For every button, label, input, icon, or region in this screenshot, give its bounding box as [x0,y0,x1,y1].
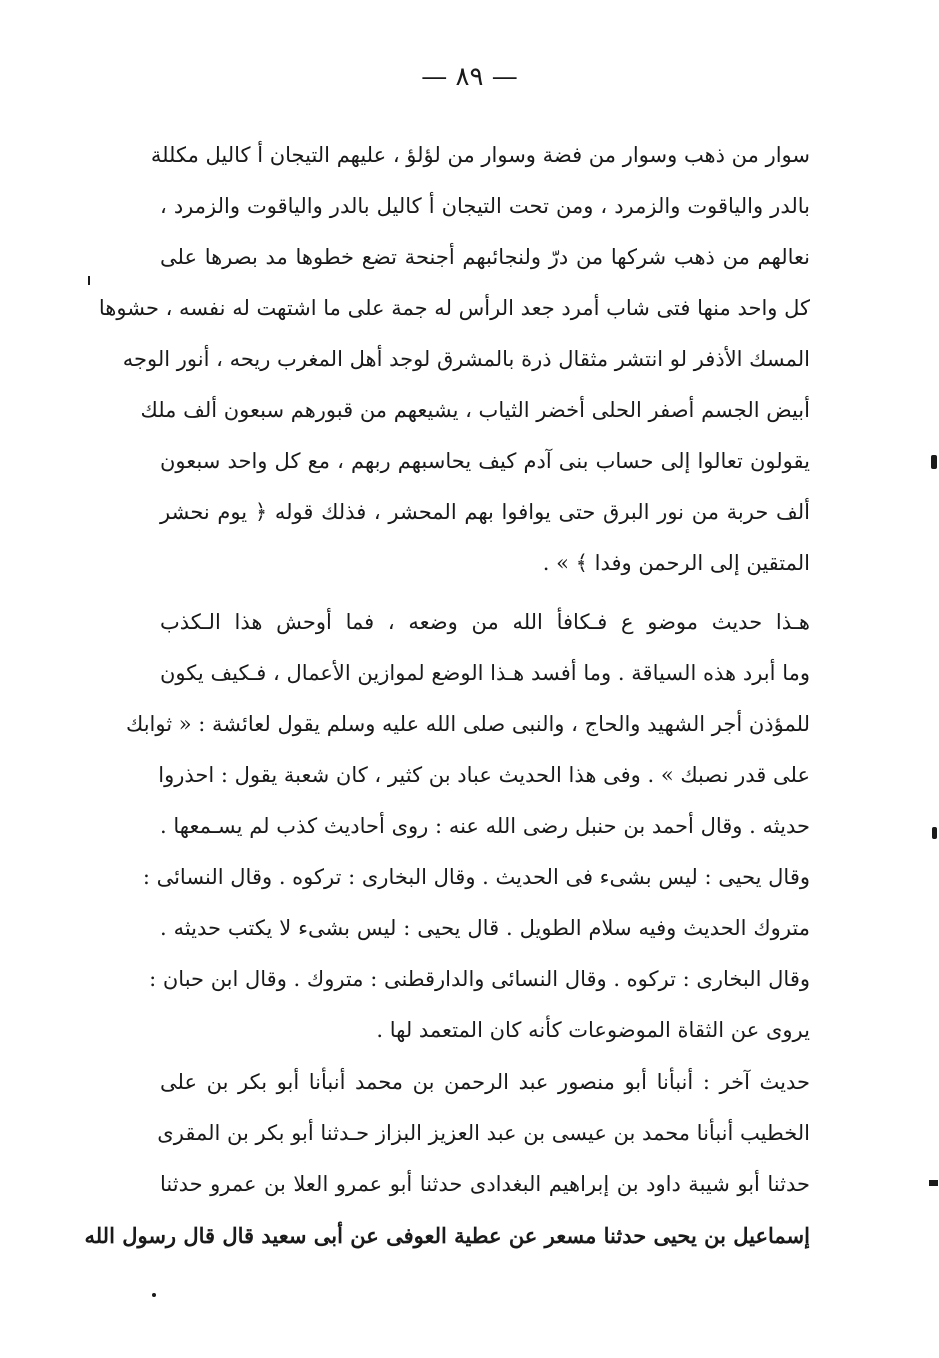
text-line: إسماعيل بن يحيى حدثنا مسعر عن عطية العوفى عن أبى سعيد قال قال رسول الله [84,1223,810,1248]
text-line: وما أبرد هذه السياقة . وما أفسد هـذا الوضع لموازين الأعمال ، فـكيف يكون [160,661,810,685]
text-line: على قدر نصبك » . وفى هذا الحديث عباد بن كثير ، كان شعبة يقول : احذروا [158,763,810,787]
text-line: نعالهم من ذهب شركها من درّ ولنجائبهم أجنحة تضع خطوها مد بصرها على [160,245,810,269]
text-line: متروك الحديث وفيه سلام الطويل . قال يحيى : ليس بشىء لا يكتب حديثه . [160,916,810,940]
text-line: يقولون تعالوا إلى حساب بنى آدم كيف يحاسبهم ربهم ، مع كل واحد سبعون [160,449,810,473]
text-line: حدثنا أبو شيبة داود بن إبراهيم البغدادى حدثنا أبو عمرو العلا بن عمرو حدثنا [160,1172,810,1196]
text-line: هـذا حديث موضو ع فـكافأ الله من وضعه ، فما أوحش هذا الـكذب [160,610,810,634]
text-line: المتقين إلى الرحمن وفدا ﴾ » . [542,551,810,575]
page-number: — ٨٩ — [421,62,518,92]
paragraph-another-hadith [84,1057,810,1261]
text-line: سوار من ذهب وسوار من فضة وسوار من لؤلؤ ، عليهم التيجان أ كاليل مكللة [150,143,810,167]
text-line: يروى عن الثقاة الموضوعات كأنه كان المتعمد لها . [376,1018,810,1042]
paragraph-commentary [126,597,810,1056]
paragraph-hadith-text [98,130,810,589]
scan-edge-mark [929,1180,938,1186]
text-line: حديث آخر : أنبأنا أبو منصور عبد الرحمن بن محمد أنبأنا أبو بكر بن على [160,1070,810,1094]
scan-speck [88,276,90,285]
text-line: أبيض الجسم أصفر الحلى أخضر الثياب ، يشيعهم من قبورهم سبعون ألف ملك [140,398,810,422]
text-line: وقال البخارى : تركوه . وقال النسائى والدارقطنى : متروك . وقال ابن حبان : [149,967,810,991]
text-line: للمؤذن أجر الشهيد والحاج ، والنبى صلى الله عليه وسلم يقول لعائشة : « ثوابك [126,712,810,736]
text-line: المسك الأذفر لو انتشر مثقال ذرة بالمشرق لوجد أهل المغرب ريحه ، أنور الوجه [122,347,810,371]
text-line: ألف حربة من نور البرق حتى يوافوا بهم المحشر ، فذلك قوله ﴿ يوم نحشر [160,500,810,524]
text-line: الخطيب أنبأنا محمد بن عيسى بن عبد العزيز البزاز حـدثنا أبو بكر بن المقرى [157,1121,810,1145]
text-line: كل واحد منها فتى شاب أمرد جعد الرأس له جمة على ما اشتهت له نفسه ، حشوها [98,296,810,320]
scan-speck [152,1293,156,1297]
scan-edge-mark [932,827,937,839]
text-line: وقال يحيى : ليس بشىء فى الحديث . وقال البخارى : تركوه . وقال النسائى : [142,865,810,889]
text-line: حديثه . وقال أحمد بن حنبل رضى الله عنه : روى أحاديث كذب لم يسـمعها . [160,814,810,838]
text-line: بالدر والياقوت والزمرد ، ومن تحت التيجان أ كاليل بالدر والياقوت والزمرد ، [160,194,810,218]
scan-edge-mark [931,455,937,469]
